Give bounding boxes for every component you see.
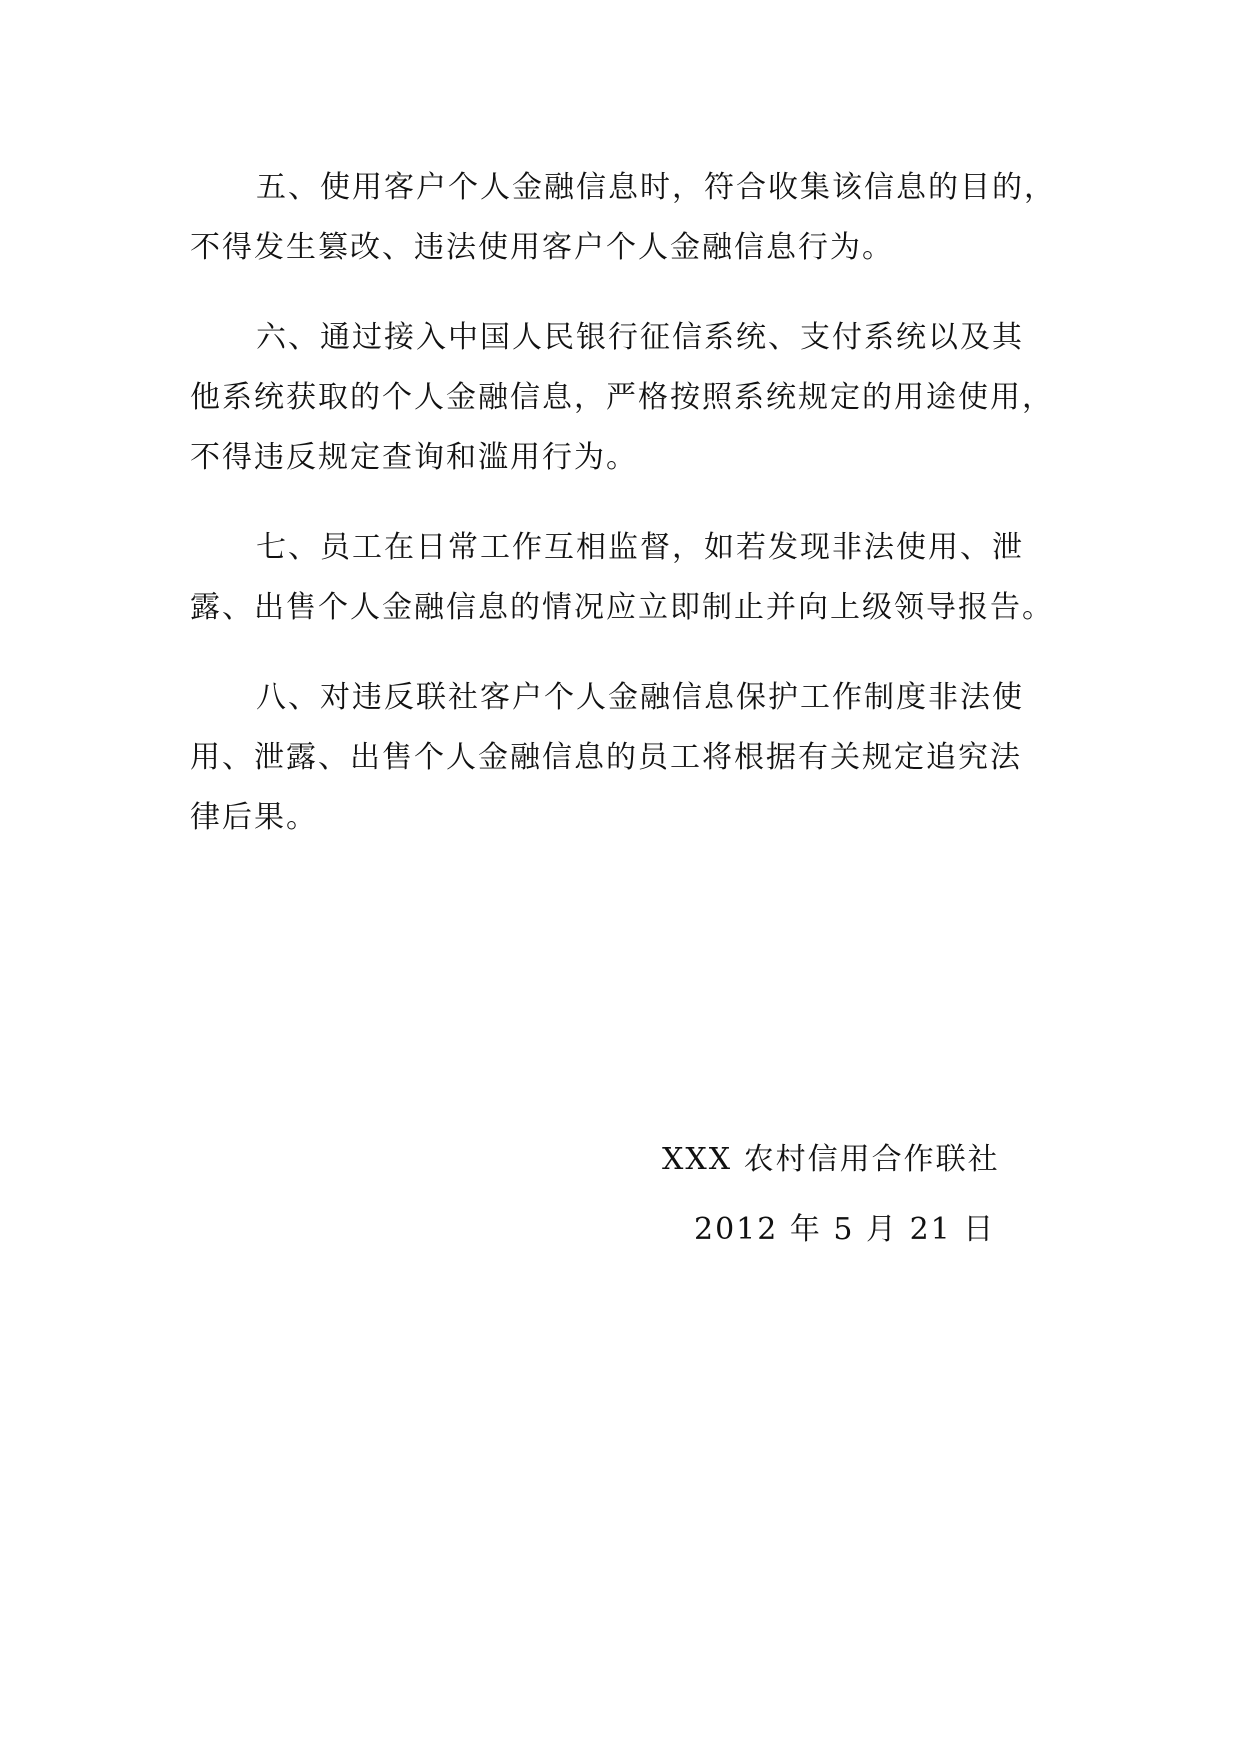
paragraph-line: 不得违反规定查询和滥用行为。 [190,440,638,475]
document-body [190,158,1060,848]
signature-organization: XXX 农村信用合作联社 [662,1142,1000,1177]
paragraph-8 [190,668,1060,848]
paragraph-5 [190,158,1060,278]
paragraph-7 [190,518,1060,638]
paragraph-line: 露、出售个人金融信息的情况应立即制止并向上级领导报告。 [190,590,1054,625]
signature-block [662,1130,1062,1260]
paragraph-line: 六、通过接入中国人民银行征信系统、支付系统以及其 [256,320,1024,355]
paragraph-line: 律后果。 [190,800,318,835]
paragraph-line: 七、员工在日常工作互相监督，如若发现非法使用、泄 [256,530,1024,565]
paragraph-line: 五、使用客户个人金融信息时，符合收集该信息的目的， [256,170,1056,205]
signature-date: 2012 年 5 月 21 日 [694,1212,996,1247]
paragraph-line: 不得发生篡改、违法使用客户个人金融信息行为。 [190,230,894,265]
paragraph-line: 他系统获取的个人金融信息，严格按照系统规定的用途使用， [190,380,1054,415]
paragraph-line: 用、泄露、出售个人金融信息的员工将根据有关规定追究法 [190,740,1022,775]
paragraph-line: 八、对违反联社客户个人金融信息保护工作制度非法使 [256,680,1024,715]
paragraph-6 [190,308,1060,488]
